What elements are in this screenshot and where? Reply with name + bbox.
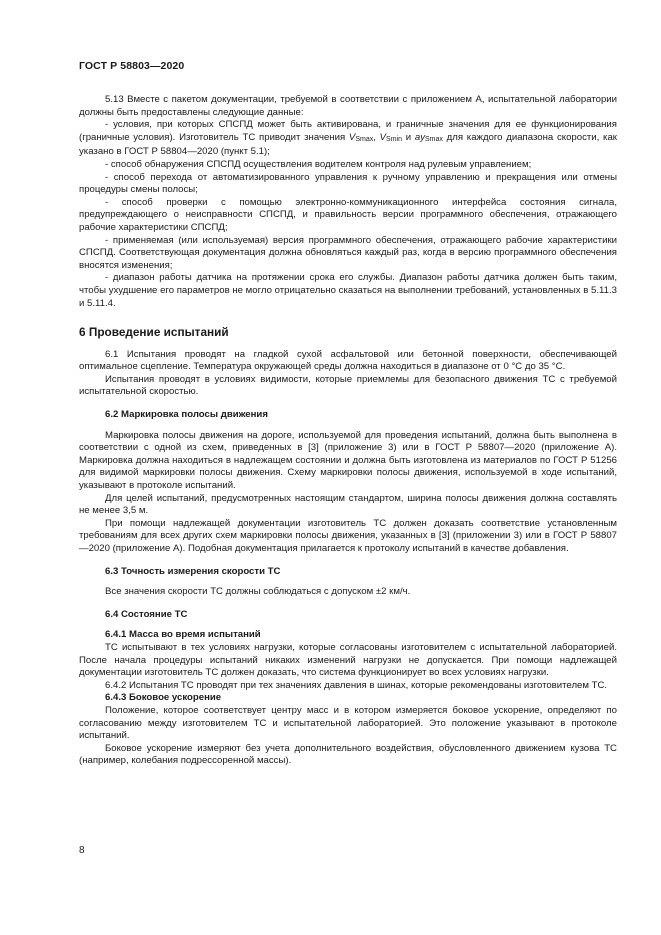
list-item-transition: - способ перехода от автоматизированного управления к ручному управлению и прекращения или отмены процедуры смены полосы; xyxy=(79,171,617,196)
heading-6-3: 6.3 Точность измерения скорости ТС xyxy=(105,565,281,577)
para-6-4-2: 6.4.2 Испытания ТС проводят при тех значениях давления в шинах, которые рекомендованы изготовителем ТС. xyxy=(105,679,608,691)
para-6-2-a: Маркировка полосы движения на дороге, используемой для проведения испытаний, должна быть выполнена в соответствии с одной из схем, приведенных в [3] (приложение 3) или в ГОСТ Р 58807—2020 (приложение А). Маркировка должна находиться в надлежащем состоянии и должна быть изготовлена из материалов по ГОСТ Р 51256 для видимой маркировки полосы движения. Схему маркировки полосы движения, используемой в ходе испытаний, указывают в протоколе испытаний. xyxy=(79,429,617,492)
symbol-v-smin: V xyxy=(379,131,387,143)
list-item-sensor-range: - диапазон работы датчика на протяжении срока его службы. Диапазон работы датчика должен быть таким, чтобы ухудшение его параметров не могло отрицательно сказаться на выполнении требований, установленных в 5.11.3 и 5.11.4. xyxy=(79,272,617,309)
para-6-4-1: ТС испытывают в тех условиях нагрузки, которые согласованы изготовителем с испытательной лабораторией. После начала процедуры испытаний никаких изменений нагрузки не допускается. При помощи надлежащей документации изготовитель ТС должен доказать, что система функционирует во всех условиях нагрузки. xyxy=(79,641,617,679)
para-6-2-c: При помощи надлежащей документации изготовитель ТС должен доказать соответствие установленным требованиям для всех других схем маркировки полосы движения, указанных в [3] (приложении 3) или в ГОСТ Р 58807—2020 (приложение А). Подобная документация прилагается к протоколу испытаний в качестве добавления. xyxy=(79,517,617,554)
subscript-smin: Smin xyxy=(386,135,402,143)
para-6-4-3-a: Положение, которое соответствует центру масс и в котором измеряется боковое ускорение, определяют по согласованию между изготовителем ТС и испытательной лабораторией. Это положение указывают в протоколе испытаний. xyxy=(79,704,617,742)
list-item-software-version: - применяемая (или используемая) версия программного обеспечения, отражающего рабочие характеристики СПСПД. Соответствующая документация должна обновляться каждый раз, когда в версию программного обеспечения вносятся изменения; xyxy=(79,234,617,271)
heading-6-4-1: 6.4.1 Масса во время испытаний xyxy=(105,629,261,641)
para-6-1-a: 6.1 Испытания проводят на гладкой сухой асфальтовой или бетонной поверхности, обеспечивающей оптимальное сцепление. Температура окружающей среды должна находиться в диапазоне от 0 °С до 35 °С. xyxy=(79,348,617,373)
subscript-ay-smax: Smax xyxy=(425,135,443,143)
para-6-2-b: Для целей испытаний, предусмотренных настоящим стандартом, ширина полосы движения должна составлять не менее 3,5 м. xyxy=(79,492,617,517)
para-6-4-3-b: Боковое ускорение измеряют без учета дополнительного воздействия, обусловленного движением кузова ТС (например, колебания подрессоренной массы). xyxy=(79,742,617,767)
list-item-detection: - способ обнаружения СПСПД осуществления водителем контроля над рулевым управлением; xyxy=(105,158,532,170)
para-5-13-intro: 5.13 Вместе с пакетом документации, требуемой в соответствии с приложением А, испытательной лаборатории должны быть предоставлены следующие данные: xyxy=(79,94,617,118)
heading-6-4: 6.4 Состояние ТС xyxy=(105,608,188,620)
heading-6-4-3: 6.4.3 Боковое ускорение xyxy=(105,692,222,704)
document-body xyxy=(79,94,617,768)
section-6-title: 6 Проведение испытаний xyxy=(79,325,229,340)
list-item-conditions: - условия, при которых СПСПД может быть активирована, и граничные значения для ее функционирования (граничные условия). Изготовитель ТС приводит значения $V_{Smax}$, $V_{Smin}$ и $ay_{Smax}$ для каждого диапазона скорости, как указано в ГОСТ Р 58804—2020 (пункт 5.1); xyxy=(79,119,617,158)
page-number: 8 xyxy=(79,845,85,856)
list-item-conditions-text-a: - условия, при которых СПСПД может быть активирована, и граничные значения для ее функционирования (граничные условия). Изготовитель ТС приводит значения xyxy=(79,119,617,143)
subscript-smax: Smax xyxy=(355,135,374,143)
list-item-conditions-text-b: для каждого диапазона скорости, как указано в ГОСТ Р 58804—2020 (пункт 5.1); xyxy=(79,131,617,158)
symbol-v-smax: V xyxy=(348,131,356,143)
document-header: ГОСТ Р 58803—2020 xyxy=(79,60,185,72)
symbol-ay-smax: ay xyxy=(414,131,425,143)
heading-6-2: 6.2 Маркировка полосы движения xyxy=(105,409,268,421)
para-6-3: Все значения скорости ТС должны соблюдаться с допуском ±2 км/ч. xyxy=(105,586,411,598)
para-6-1-b: Испытания проводят в условиях видимости, которые приемлемы для безопасного движения ТС с требуемой испытательной скоростью. xyxy=(79,373,617,398)
list-item-check-method: - способ проверки с помощью электронно-коммуникационного интерфейса состояния сигнала, предупреждающего о неисправности СПСПД, и правильность версии программного обеспечения, отражающего рабочие характеристики СПСПД; xyxy=(79,196,617,233)
